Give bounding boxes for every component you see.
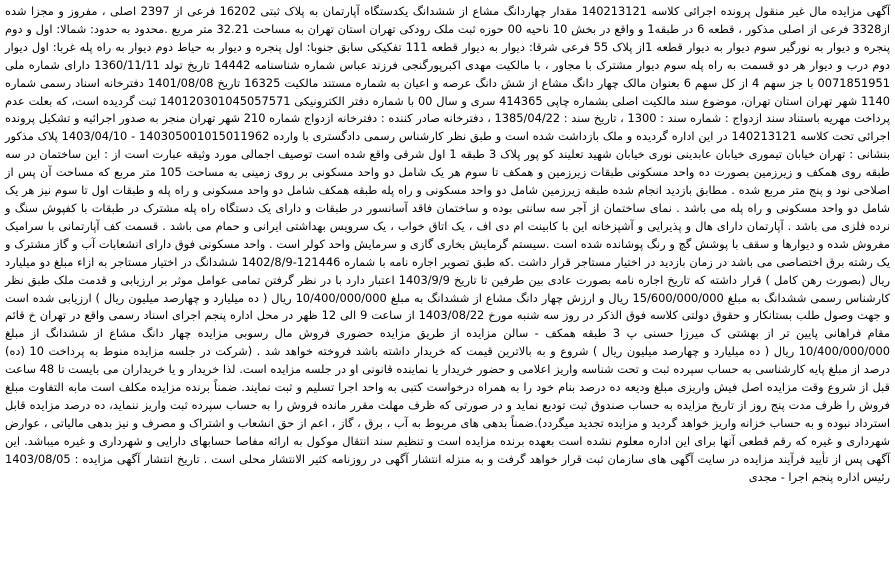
notice-body-text: آگهی مزایده مال غیر منقول پرونده اجرائی کلاسه 140213121 مقدار چهاردانگ مشاع از ششدانگ یکدستگاه آپارتمان به پلاک ثبتی 16202 فرعی از 2397 اصلی ، مفروز و مجزا شده از3328 فرعی از اصلی مذکور ، قطعه 6 در طبقه1 و واقع در بخش 10 ناحیه 00 حوزه ثبت ملک رودکی تهران استان تهران به مساحت 32.21 متر مربع .محدود به حدود: شمالا: اول و دوم پنجره و دیوار به نورگیر سوم دیوار به دیوار قطعه 1از پلاک 55 فرعی شرقا: دیوار به دیوار قطعه 111 تفکیکی سابق جنوبا: اول پنجره و دیوار به حیاط دوم دیوار به راه پله غربا: اول دیوار دوم درب و دیوار هر دو قسمت به راه پله سوم دیوار مشترک با مجاور ، با مالکیت مهدی اکبرپورگنجی فرزند عباس شماره شناسنامه 14442 تاریخ تولد 1360/11/11 دارای شماره ملی 0071851951 با جز سهم 4 از کل سهم 6 بعنوان مالک چهار دانگ مشاع از شش دانگ عرصه و اعیان به شماره مستند مالکیت 16325 تاریخ 1401/08/08 دفترخانه اسناد رسمی شماره 1140 شهر تهران استان تهران، موضوع سند مالکیت اصلی بشماره چاپی 414365 سری و سال 00 با شماره دفتر الکترونیکی 140120301045057571 ثبت گردیده است، که بعلت عدم پرداخت مهریه باستناد سند ازدواج : شماره سند : 1300 ، تاریخ سند : 1385/04/22 ، دفترخانه صادر کننده : دفترخانه ازدواج شماره 210 شهر تهران منجر به صدور اجرائیه و تشکیل پرونده اجرائی تحت کلاسه 140213121 در این اداره گردیده و ملک بازداشت شده است و طبق نظر کارشناس رسمی دادگستری با وارده 140305001015011962 - 1403/04/10 پلاک مذکور بنشانی : تهران خیابان تیموری خیابان عابدینی نوری خیابان شهید تعلیند کو پور پلاک 3 طبقه 1 اول شرقی واقع شده است توصیف اجمالی مورد وثیقه عبارت است از : این ساختمان در سه طبقه روی همکف و زیرزمین بصورت ده واحد مسکونی طبقات زیرزمین و همکف تا سوم هر یک شامل دو واحد مسکونی بر روی زمینی به مساحت 105 متر مربع که مساحت آن پس از اصلاحی نود و پنج متر مربع شده . مطابق بازدید انجام شده طبقه زیرزمین شامل دو واحد مسکونی و راه پله طبقه همکف شامل دو واحد مسکونی و راه پله و طبقات اول تا سوم نیز هر یک شامل دو واحد مسکونی و راه پله می باشد . نمای ساختمان از آجر سه سانتی بوده و ساختمان فاقد آسانسور در طبقات و دارای یک دستگاه راه پله مشترک در طبقات با کفپوش سنگ و نرده فلزی می باشد . آپارتمان دارای هال و پذیرایی و آشپزخانه این با کابینت ام دی اف ، یک اتاق خواب ، یک سرویس بهداشتی ایرانی و حمام می باشد . قسمت کف آپارتمانی با سرامیک مفروش شده و دیوارها و سقف با پوشش گچ و رنگ پوشانده شده است .سیستم گرمایش بخاری گازی و سرمایش واحد کولر است . واحد مسکونی فوق دارای انشعابات آب و گاز مشترک و یک رشته برق اختصاصی می باشد در زمان بازدید در اختیار مستاجر قرار داشت .که طبق تصویر اجاره نامه با شماره 121446-1402/8/9 ششدانگ در اختیار مستاجر به ازاء مبلغ دو میلیارد ریال (بصورت رهن کامل ) قرار داشته که تاریخ اجاره نامه بصورت عادی بین طرفین تا تاریخ 1403/9/9 اعتبار دارد با در نظر گرفتن تمامی عوامل موثر بر ارزیابی و قدمت ملک طبق نظر کارشناس رسمی ششدانگ به مبلغ 15/600/000/000 ریال و ارزش چهار دانگ مشاع از ششدانگ به مبلغ 10/400/000/000 ریال ( ده میلیارد و چهارصد میلیون ریال ) ارزیابی شده است و جهت وصول طلب بستانکار و حقوق دولتی کلاسه فوق الذکر در روز سه شنبه مورخ 1403/08/22 از ساعت 9 الی 12 ظهر در محل اداره پنجم اجرای اسناد رسمی واقع در تهران خ قائم مقام فراهانی پایین تر از بهشتی ک میرزا حسنی پ 3 طبقه همکف - سالن مزایده از طریق مزایده حضوری فروش مال رسوبی مزایده چهار دانگ مشاع از ششدانگ از مبلغ 10/400/000/000 ریال ( ده میلیارد و چهارصد میلیون ریال ) شروع و به بالاترین قیمت که خریدار داشته باشد فروخته خواهد شد . (شرکت در جلسه مزایده منوط به پرداخت 10 (ده) درصد از مبلغ پایه کارشناسی به حساب سپرده ثبت و تحت شناسه واریز اعلامی و حضور خریدار یا نماینده قانونی او در جلسه مزایده است. لذا خریدار و یا خریداران می بایست تا 48 ساعت قبل از شروع وقت مزایده اصل فیش واریزی مبلغ ودیعه ده درصد بنام خود را به همراه درخواست کتبی به واحد اجرا تسلیم و ثبت نمایند. ضمناً برنده مزایده مکلف است مابه التفاوت مبلغ فروش را ظرف مدت پنج روز از تاریخ مزایده به حساب صندوق ثبت تودیع نماید و در صورتی که ظرف مهلت مقرر مانده فروش را به حساب سپرده ثبت واریز ننماید، ده درصد مزایده قابل استرداد نبوده و به حساب خزانه واریز خواهد گردید و مزایده تجدید میگردد).ضمناً بدهی های مربوط به آب ، برق ، گاز ، اعم از حق انشعاب و اشتراک و مصرف و نیز بدهی مالیاتی ، عوارض شهرداری و غیره که رقم قطعی آنها برای این اداره معلوم نشده است بعهده برنده مزایده است و تنظیم سند انتقال موکول به ارائه مفاصا حسابهای دارایی و شهرداری و غیره میباشد. این آگهی پس از تأیید فرآیند مزایده در سایت آگهی های سازمان ثبت قرار خواهد گرفت و به منزله انتشار آگهی در روزنامه کثیر الانتشار محلی است . تاریخ انتشار آگهی مزایده : 1403/08/05 رئیس اداره پنجم اجرا - مجدی [5,4,891,484]
